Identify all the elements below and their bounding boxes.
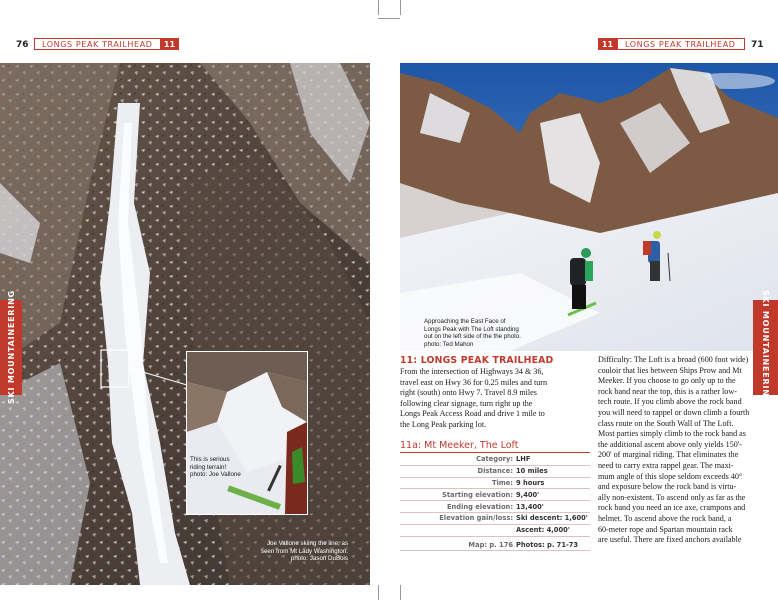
east-face-photo-art [400,63,778,351]
fact-value: Ascent: 4,000' [516,526,570,535]
fact-row [400,525,590,537]
inset-photo-art [187,352,307,514]
east-face-caption-line: out on the left side of the the photo. [424,333,522,341]
couloir-photo-art [0,63,370,585]
difficulty-line: Meeker. If you choose to go only up to the [598,376,736,386]
fact-value: 10 miles [516,467,548,476]
difficulty-line: couloir that lies between Ships Prow and Mt [598,365,742,375]
difficulty-line: the additional ascent above only yields 150'- [598,439,742,449]
fact-value: Photos: p. 71-73 [516,540,579,549]
right-page-number: 71 [751,40,764,50]
left-section-tab-label: SKI MOUNTAINEERING [6,290,16,405]
difficulty-line: helmet. To ascend above the rock band, a [598,513,732,523]
fact-label: Map: p. 176 [468,540,513,549]
fact-value: Ski descent: 1,600' [516,514,588,523]
difficulty-line: 200' of marginal riding. That eliminates the [598,450,739,460]
inset-caption-line: photo: Joe Vallone [190,471,241,479]
difficulty-line: Difficulty: The Loft is a broad (600 foot wide) [598,355,749,364]
crop-mark [400,585,401,600]
inset-caption-line: This is serious [190,456,230,463]
crop-mark [378,585,379,600]
right-section-tab-label: SKI MOUNTAINEERING [761,290,770,405]
difficulty-line: tech route. If you climb above the rock band [598,397,742,407]
inset-caption [190,456,241,479]
fact-row [400,540,590,552]
fact-row [400,454,590,466]
couloir-caption [258,540,348,563]
inset-photo [186,351,308,515]
difficulty-line: 60-meter rope and Spartan mountain rack [598,524,733,534]
route-facts-table [400,454,590,551]
left-running-title: LONGS PEAK TRAILHEAD [42,39,153,49]
route-title-rule [400,452,590,453]
fact-label: Starting elevation: [442,490,513,499]
east-face-caption-line: photo: Ted Mahon [424,340,474,348]
east-face-caption-line: Approaching the East Face of [424,318,506,325]
crop-mark [400,0,401,15]
east-face-photo [400,63,778,351]
couloir-caption-line: Joe Vallone skiing the line, as [266,540,348,547]
difficulty-paragraph [598,355,750,546]
inset-caption-line: riding terrain! [190,463,227,471]
fact-value: 9 hours [516,478,545,487]
difficulty-line: mum angle of this slope seldom exceeds 40° [598,471,743,481]
intro-line: Longs Peak Access Road and drive 1 mile to [400,409,545,419]
difficulty-line: you will need to rappel or down climb a fourth [598,407,750,417]
section-title: 11: LONGS PEAK TRAILHEAD [400,355,554,366]
difficulty-line: rock band you need an ice axe, crampons and [598,503,746,513]
fact-label: Distance: [477,467,513,476]
left-running-header [34,38,179,50]
fact-value: 9,400' [516,490,540,499]
fact-label: Category: [476,455,513,464]
right-running-header [617,38,745,50]
intro-line: the Long Peak parking lot. [400,419,487,429]
fact-value: 13,400' [516,502,544,511]
fact-row [400,466,590,478]
right-chapter-badge: 11 [598,38,617,50]
intro-line: travel east on Hwy 36 for 0.25 miles and turn [400,377,548,387]
left-page-number: 76 [16,40,29,50]
intro-line: From the intersection of Highways 34 & 36, [400,367,544,376]
crop-mark [378,0,379,15]
difficulty-line: Most parties simply climb to the rock band as [598,429,746,439]
couloir-caption-line: photo: Jason DuBois [290,555,348,563]
route-title: 11a: Mt Meeker, The Loft [400,440,519,451]
intro-line: right (south) onto Hwy 7. Travel 8.9 miles [400,388,537,398]
east-face-caption-line: Longs Peak with The Loft standing [424,325,519,333]
fact-label: Elevation gain/loss: [439,514,513,523]
difficulty-line: rock band near the top, this is a rather low- [598,386,737,396]
difficulty-line: class route on the South Wall of The Loft. [598,418,734,428]
right-running-title: LONGS PEAK TRAILHEAD [625,39,736,49]
difficulty-line: ally non-existent. To ascend only as far as the [598,492,746,502]
east-face-caption [424,318,521,348]
fact-row [400,513,590,525]
intro-line: following clear signage, turn right up the [400,398,533,408]
fact-row [400,489,590,501]
difficulty-line: are useful. There are fixed anchors available [598,535,742,545]
fact-row [400,478,590,490]
fact-row [400,501,590,513]
intro-paragraph [400,367,592,431]
crop-mark [378,18,400,19]
right-section-tab [753,290,778,405]
couloir-photo [0,63,370,585]
couloir-caption-line: seen from Mt Lady Washington. [260,547,348,555]
left-chapter-badge: 11 [160,38,179,50]
difficulty-line: and exposure below the rock band is virtu- [598,482,737,492]
fact-label: Ending elevation: [446,502,513,511]
fact-value: LHF [516,455,531,464]
difficulty-line: need to carry extra rappel gear. The maxi- [598,460,734,470]
left-section-tab [0,290,22,405]
fact-label: Time: [491,478,513,487]
